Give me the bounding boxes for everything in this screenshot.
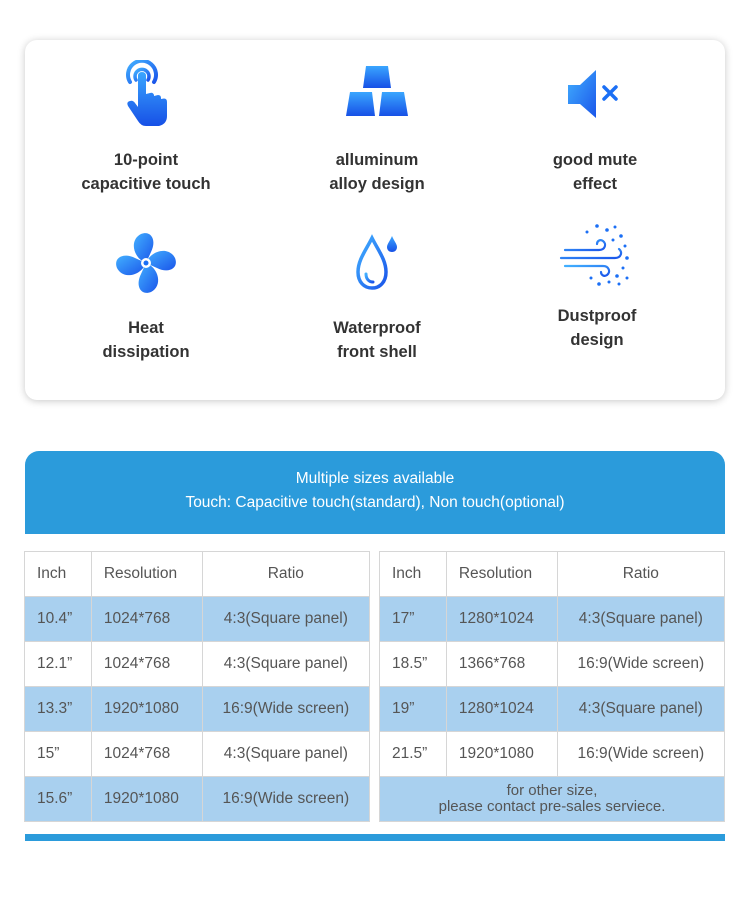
- feature-line1: 10-point: [113, 151, 179, 169]
- cell-inch: 12.1”: [25, 642, 92, 687]
- cell-ratio: 16:9(Wide screen): [202, 777, 369, 822]
- sizes-banner: [25, 451, 725, 534]
- table-row: [25, 732, 370, 777]
- table-row: [380, 732, 725, 777]
- size-table-right: [379, 551, 725, 822]
- cell-resolution: 1280*1024: [446, 687, 557, 732]
- cell-inch: 19”: [380, 687, 447, 732]
- feature-touch: [31, 60, 261, 196]
- cell-resolution: 1920*1080: [91, 777, 202, 822]
- table-row: [380, 597, 725, 642]
- cell-ratio: 4:3(Square panel): [557, 687, 724, 732]
- cell-inch: 17”: [380, 597, 447, 642]
- feature-dustproof: [482, 218, 712, 352]
- table-header-row: [25, 552, 370, 597]
- table-header-row: [380, 552, 725, 597]
- feature-line2: dissipation: [102, 343, 190, 361]
- table-row: [25, 597, 370, 642]
- feature-heat: [31, 228, 261, 364]
- bottom-divider: [25, 834, 725, 841]
- feature-line2: design: [570, 331, 624, 349]
- feature-line1: Waterproof: [333, 319, 421, 337]
- touch-hand-icon: [116, 60, 176, 130]
- banner-subtitle: Touch: Capacitive touch(standard), Non touch(optional): [185, 494, 565, 511]
- header-resolution: Resolution: [446, 552, 557, 597]
- header-inch: Inch: [380, 552, 447, 597]
- feature-line2: capacitive touch: [81, 175, 211, 193]
- note-line2: please contact pre-sales serviece.: [438, 798, 666, 815]
- feature-line1: Heat: [128, 319, 164, 337]
- feature-line2: alloy design: [329, 175, 425, 193]
- header-ratio: Ratio: [557, 552, 724, 597]
- cell-resolution: 1024*768: [91, 732, 202, 777]
- cell-ratio: 4:3(Square panel): [202, 642, 369, 687]
- table-row: [380, 642, 725, 687]
- cell-inch: 18.5”: [380, 642, 447, 687]
- feature-line1: good mute: [552, 151, 638, 169]
- table-row: [380, 687, 725, 732]
- features-card: [25, 40, 725, 400]
- cell-ratio: 4:3(Square panel): [202, 732, 369, 777]
- cell-resolution: 1024*768: [91, 597, 202, 642]
- water-drop-icon: [342, 228, 412, 298]
- feature-line2: effect: [572, 175, 617, 193]
- cell-inch: 15.6”: [25, 777, 92, 822]
- header-resolution: Resolution: [91, 552, 202, 597]
- cell-ratio: 4:3(Square panel): [557, 597, 724, 642]
- banner-title: Multiple sizes available: [295, 470, 455, 487]
- table-row: [25, 687, 370, 732]
- cell-inch: 13.3”: [25, 687, 92, 732]
- feature-waterproof: [262, 228, 492, 364]
- feature-aluminum: [262, 60, 492, 196]
- fan-icon: [111, 228, 181, 298]
- cell-ratio: 16:9(Wide screen): [557, 732, 724, 777]
- feature-mute: [480, 60, 710, 196]
- speaker-mute-icon: [560, 60, 630, 130]
- cell-resolution: 1920*1080: [446, 732, 557, 777]
- header-inch: Inch: [25, 552, 92, 597]
- table-row: [25, 777, 370, 822]
- other-size-note: [380, 777, 725, 822]
- aluminum-bars-icon: [342, 60, 412, 130]
- wind-dust-icon: [557, 218, 637, 298]
- cell-resolution: 1024*768: [91, 642, 202, 687]
- cell-resolution: 1920*1080: [91, 687, 202, 732]
- size-table-left: [24, 551, 370, 822]
- table-row-note: [380, 777, 725, 822]
- cell-resolution: 1280*1024: [446, 597, 557, 642]
- note-line1: for other size,: [506, 782, 598, 799]
- cell-ratio: 4:3(Square panel): [202, 597, 369, 642]
- cell-inch: 10.4”: [25, 597, 92, 642]
- feature-line1: alluminum: [335, 151, 419, 169]
- feature-line2: front shell: [337, 343, 417, 361]
- cell-ratio: 16:9(Wide screen): [202, 687, 369, 732]
- cell-inch: 15”: [25, 732, 92, 777]
- feature-line1: Dustproof: [557, 307, 637, 325]
- header-ratio: Ratio: [202, 552, 369, 597]
- cell-ratio: 16:9(Wide screen): [557, 642, 724, 687]
- cell-inch: 21.5”: [380, 732, 447, 777]
- cell-resolution: 1366*768: [446, 642, 557, 687]
- table-row: [25, 642, 370, 687]
